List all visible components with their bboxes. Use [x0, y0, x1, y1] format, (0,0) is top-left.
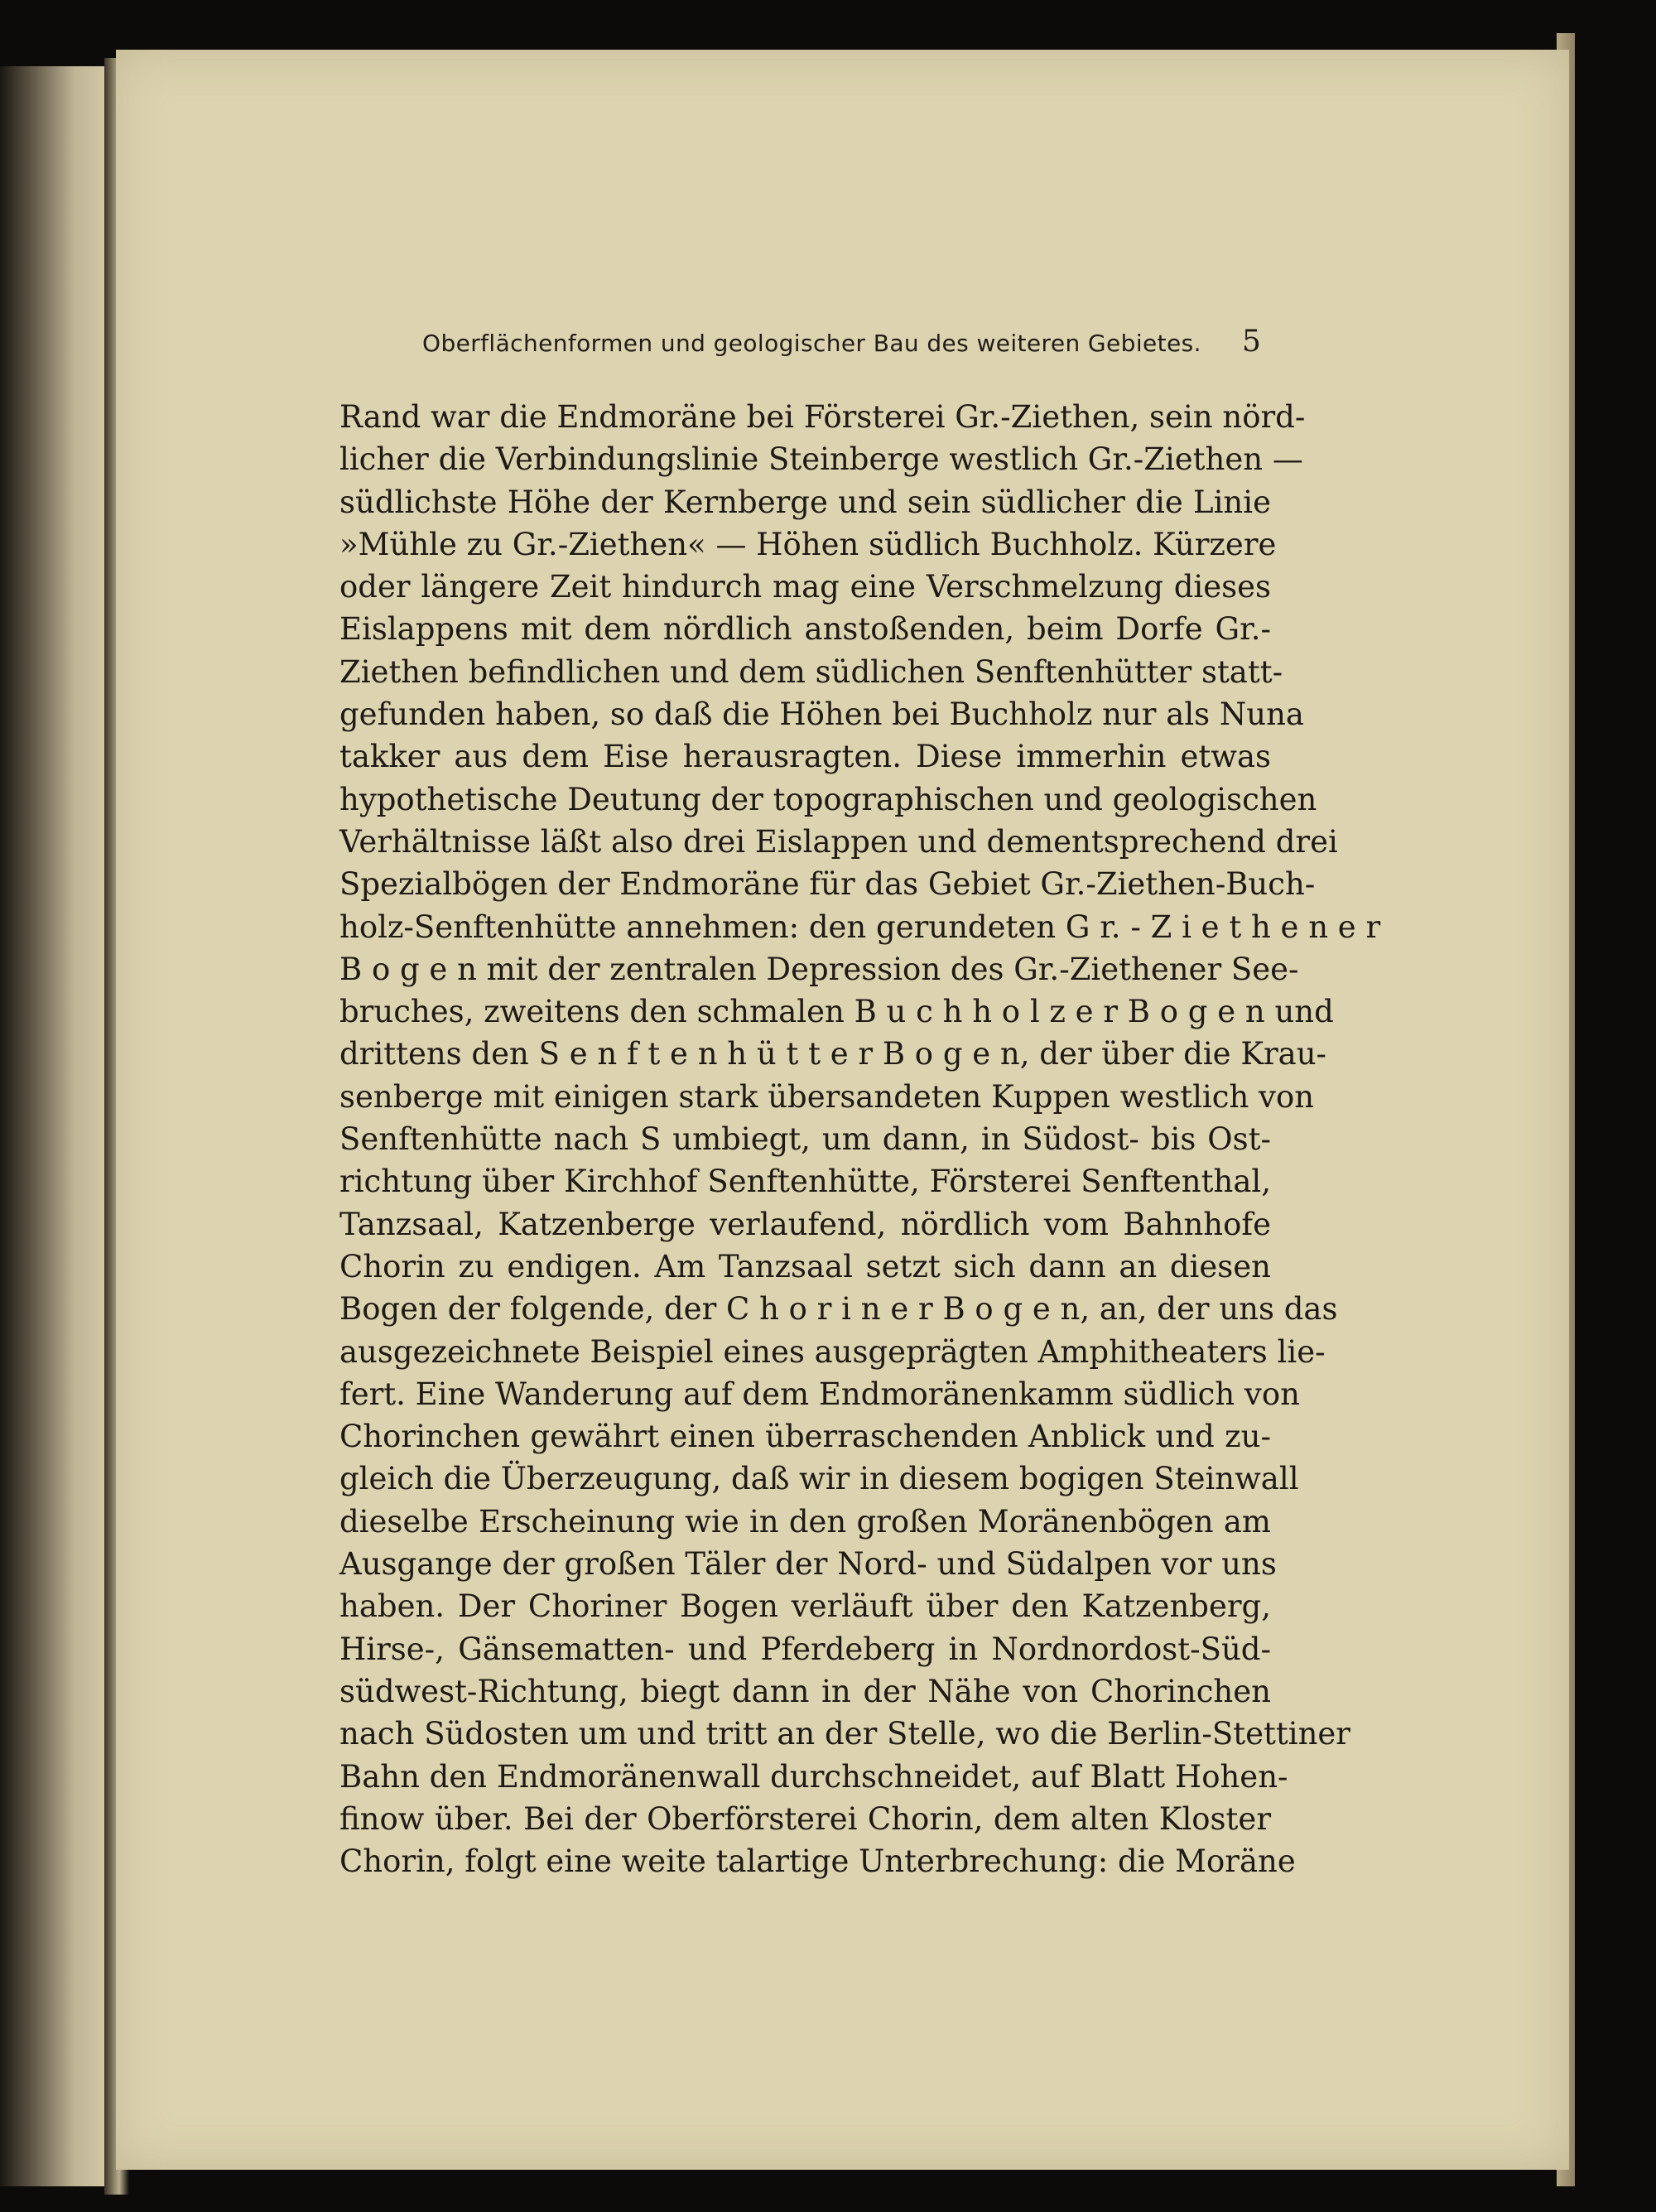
text-line: Chorin zu endigen. Am Tanzsaal setzt sich dann an diesen	[339, 1248, 1271, 1284]
text-line: südlichste Höhe der Kernberge und sein südlicher die Linie	[339, 484, 1271, 520]
text-line: hypothetische Deutung der topographischen und geologischen	[339, 781, 1317, 817]
text-line: Eislappens mit dem nördlich anstoßenden, beim Dorfe Gr.-	[339, 611, 1271, 648]
facing-page-edge	[0, 66, 109, 2186]
text-line: B o g e n mit der zentralen Depression des Gr.-Ziethener See-	[339, 951, 1299, 987]
text-line: Tanzsaal, Katzenberge verlaufend, nördlich vom Bahnhofe	[339, 1206, 1271, 1242]
text-line: holz-Senftenhütte annehmen: den gerundeten G r. - Z i e t h e n e r	[339, 908, 1381, 945]
text-line: Chorinchen gewährt einen überraschenden Anblick und zu-	[339, 1419, 1271, 1455]
text-line: Verhältnisse läßt also drei Eislappen und dementsprechend drei	[339, 823, 1338, 860]
text-line: drittens den S e n f t e n h ü t t e r B o g e n, der über die Krau-	[339, 1036, 1327, 1072]
text-line: nach Südosten um und tritt an der Stelle, wo die Berlin-Stettiner	[339, 1716, 1350, 1752]
text-line: ausgezeichnete Beispiel eines ausgeprägten Amphitheaters lie-	[339, 1333, 1326, 1370]
text-line: bruches, zweitens den schmalen B u c h h o l z e r B o g e n und	[339, 994, 1334, 1030]
running-head: Oberflächenformen und geologischer Bau des weiteren Gebietes.	[422, 330, 1201, 357]
text-line: Senftenhütte nach S umbiegt, um dann, in Südost- bis Ost-	[339, 1121, 1271, 1158]
text-line: gefunden haben, so daß die Höhen bei Buchholz nur als Nuna	[339, 696, 1304, 733]
text-line: Chorin, folgt eine weite talartige Unterbrechung: die Moräne	[339, 1843, 1296, 1880]
text-line: »Mühle zu Gr.-Ziethen« — Höhen südlich Buchholz. Kürzere	[339, 526, 1277, 562]
text-line: licher die Verbindungslinie Steinberge westlich Gr.-Ziethen —	[339, 441, 1303, 478]
text-line: Spezialbögen der Endmoräne für das Gebiet Gr.-Ziethen-Buch-	[339, 866, 1316, 903]
text-line: dieselbe Erscheinung wie in den großen Moränenbögen am	[339, 1503, 1271, 1540]
body-text	[339, 396, 1381, 1882]
text-line: Ziethen befindlichen und dem südlichen Senftenhütter statt-	[339, 653, 1283, 690]
text-line: Rand war die Endmoräne bei Försterei Gr.-Ziethen, sein nörd-	[339, 399, 1306, 435]
text-line: haben. Der Choriner Bogen verläuft über den Katzenberg,	[339, 1588, 1271, 1625]
text-line: senberge mit einigen stark übersandeten Kuppen westlich von	[339, 1078, 1315, 1115]
text-line: Bahn den Endmoränenwall durchschneidet, auf Blatt Hohen-	[339, 1758, 1288, 1795]
text-line: oder längere Zeit hindurch mag eine Verschmelzung dieses	[339, 569, 1271, 605]
text-line: richtung über Kirchhof Senftenhütte, Försterei Senftenthal,	[339, 1164, 1271, 1200]
text-line: gleich die Überzeugung, daß wir in diesem bogigen Steinwall	[339, 1461, 1299, 1497]
text-line: finow über. Bei der Oberförsterei Chorin, dem alten Kloster	[339, 1800, 1271, 1837]
text-line: takker aus dem Eise herausragten. Diese immerhin etwas	[339, 739, 1271, 775]
text-line: Ausgange der großen Täler der Nord- und Südalpen vor uns	[339, 1546, 1277, 1583]
text-line: fert. Eine Wanderung auf dem Endmoränenkamm südlich von	[339, 1376, 1300, 1412]
text-line: südwest-Richtung, biegt dann in der Nähe von Chorinchen	[339, 1673, 1271, 1709]
page-number: 5	[1242, 325, 1261, 359]
text-line: Hirse-, Gänsematten- und Pferdeberg in Nordnordost-Süd-	[339, 1631, 1271, 1667]
text-line: Bogen der folgende, der C h o r i n e r B o g e n, an, der uns das	[339, 1291, 1338, 1328]
